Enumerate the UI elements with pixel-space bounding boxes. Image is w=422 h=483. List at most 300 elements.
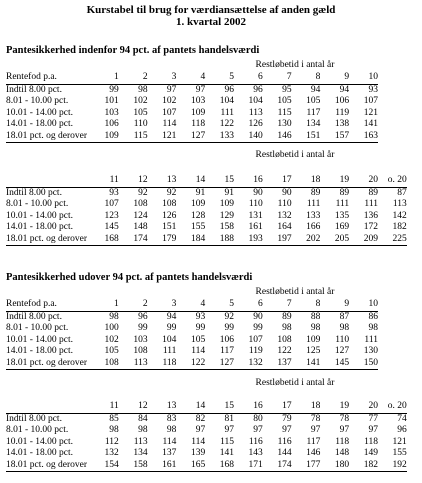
table-cell: 115 bbox=[220, 436, 234, 447]
table-cell: 111 bbox=[335, 199, 350, 209]
table-cell: 155 bbox=[190, 222, 206, 232]
table-cell: 197 bbox=[263, 234, 292, 246]
table-cell: 127 bbox=[176, 131, 205, 143]
table-cell: 111 bbox=[364, 199, 378, 209]
column-header: 13 bbox=[148, 175, 177, 187]
table-cell: 87 bbox=[397, 187, 407, 198]
table-cell: 101 bbox=[104, 96, 119, 106]
table-cell: 129 bbox=[219, 210, 234, 221]
table-cell: 188 bbox=[205, 234, 234, 246]
table-row bbox=[6, 199, 407, 211]
table-cell: 74 bbox=[397, 413, 407, 424]
table-cell: 108 bbox=[277, 334, 292, 345]
column-header: 17 bbox=[263, 175, 292, 187]
header-row bbox=[6, 72, 378, 84]
table-cell: 94 bbox=[339, 84, 350, 95]
column-header: 5 bbox=[205, 299, 234, 311]
table-cell: 122 bbox=[219, 119, 234, 129]
table-cell: 104 bbox=[219, 96, 234, 106]
table-cell: 95 bbox=[282, 84, 292, 95]
table-cell: 126 bbox=[162, 210, 177, 221]
table-cell: 141 bbox=[292, 358, 321, 370]
table-cell: 158 bbox=[119, 460, 148, 472]
section-2-table-1 bbox=[6, 299, 378, 370]
table-row bbox=[6, 131, 378, 143]
table-cell: 111 bbox=[364, 334, 378, 345]
table-cell: 132 bbox=[104, 448, 119, 458]
table-cell: 161 bbox=[148, 460, 177, 472]
table-cell: 110 bbox=[248, 199, 263, 209]
section-2-subheader-b: Restløbetid i antal år bbox=[255, 378, 335, 388]
header-row bbox=[6, 299, 378, 311]
row-label-header: Rentefod p.a. bbox=[6, 72, 90, 84]
table-cell: 143 bbox=[248, 448, 263, 458]
table-cell: 138 bbox=[334, 119, 350, 129]
table-cell: 169 bbox=[334, 222, 350, 232]
table-cell: 134 bbox=[133, 448, 148, 458]
table-cell: 168 bbox=[205, 460, 234, 472]
table-cell: 113 bbox=[133, 436, 148, 447]
table-cell: 193 bbox=[234, 234, 263, 246]
table-cell: 108 bbox=[133, 346, 148, 356]
column-header: 15 bbox=[205, 401, 234, 413]
row-label: 8.01 - 10.00 pct. bbox=[6, 199, 69, 209]
section-2-subheader-a: Restløbetid i antal år bbox=[255, 287, 335, 297]
column-header: 8 bbox=[292, 299, 321, 311]
row-label: 8.01 - 10.00 pct. bbox=[6, 323, 69, 333]
table-cell: 163 bbox=[349, 131, 378, 143]
table-cell: 133 bbox=[205, 131, 234, 143]
table-cell: 171 bbox=[234, 460, 263, 472]
table-cell: 118 bbox=[191, 119, 206, 129]
column-header: 7 bbox=[263, 72, 292, 84]
table-cell: 97 bbox=[310, 425, 321, 435]
table-cell: 78 bbox=[339, 413, 350, 424]
table-cell: 110 bbox=[335, 334, 350, 345]
table-cell: 126 bbox=[248, 119, 263, 129]
table-row bbox=[6, 358, 378, 370]
table-cell: 89 bbox=[310, 187, 321, 198]
table-cell: 168 bbox=[90, 234, 119, 246]
table-cell: 107 bbox=[104, 199, 119, 209]
table-cell: 109 bbox=[219, 199, 234, 209]
table-cell: 102 bbox=[133, 96, 148, 106]
table-cell: 151 bbox=[162, 222, 177, 232]
table-cell: 99 bbox=[109, 84, 119, 95]
table-cell: 118 bbox=[335, 436, 350, 447]
table-cell: 132 bbox=[277, 210, 292, 221]
table-cell: 107 bbox=[162, 107, 177, 118]
column-header: 3 bbox=[148, 72, 177, 84]
column-header: 19 bbox=[320, 401, 349, 413]
table-cell: 154 bbox=[90, 460, 119, 472]
row-label: Indtil 8.00 pct. bbox=[6, 84, 62, 95]
table-row bbox=[6, 346, 378, 358]
column-header: 5 bbox=[205, 72, 234, 84]
table-cell: 131 bbox=[248, 210, 263, 221]
column-header: 20 bbox=[349, 175, 378, 187]
table-cell: 111 bbox=[220, 107, 234, 118]
row-label: Indtil 8.00 pct. bbox=[6, 311, 62, 322]
column-header: 18 bbox=[292, 401, 321, 413]
section-1-subheader-b: Restløbetid i antal år bbox=[255, 150, 335, 160]
table-cell: 174 bbox=[263, 460, 292, 472]
column-header: 19 bbox=[320, 175, 349, 187]
header-row bbox=[6, 175, 407, 187]
table-cell: 118 bbox=[364, 436, 378, 447]
table-cell: 91 bbox=[224, 187, 234, 198]
table-cell: 96 bbox=[397, 425, 407, 435]
table-cell: 114 bbox=[162, 119, 177, 129]
column-header: 7 bbox=[263, 299, 292, 311]
table-cell: 111 bbox=[162, 346, 177, 356]
table-cell: 100 bbox=[104, 323, 119, 333]
row-label: 10.01 - 14.00 pct. bbox=[6, 107, 74, 118]
table-cell: 98 bbox=[138, 425, 148, 435]
table-cell: 116 bbox=[248, 436, 263, 447]
row-label: 18.01 pct. og derover bbox=[6, 358, 90, 370]
table-row bbox=[6, 323, 378, 335]
column-header: 12 bbox=[119, 401, 148, 413]
column-header: 12 bbox=[119, 175, 148, 187]
column-header: 2 bbox=[119, 72, 148, 84]
column-header: 6 bbox=[234, 72, 263, 84]
row-label: 8.01 - 10.00 pct. bbox=[6, 425, 69, 435]
table-cell: 108 bbox=[162, 199, 177, 209]
table-cell: 83 bbox=[166, 413, 177, 424]
table-cell: 144 bbox=[277, 448, 292, 458]
table-cell: 89 bbox=[282, 311, 292, 322]
column-header: 3 bbox=[148, 299, 177, 311]
table-cell: 107 bbox=[363, 96, 378, 106]
table-cell: 113 bbox=[392, 199, 407, 209]
table-row bbox=[6, 413, 407, 425]
table-row bbox=[6, 234, 407, 246]
table-cell: 103 bbox=[104, 107, 119, 118]
column-header: 16 bbox=[234, 401, 263, 413]
table-cell: 130 bbox=[363, 346, 378, 356]
table-row bbox=[6, 211, 407, 223]
column-header: 17 bbox=[263, 401, 292, 413]
table-cell: 134 bbox=[306, 119, 321, 129]
column-header: 6 bbox=[234, 299, 263, 311]
table-cell: 225 bbox=[378, 234, 407, 246]
table-cell: 80 bbox=[253, 413, 263, 424]
section-1-table-2 bbox=[6, 175, 407, 246]
table-cell: 106 bbox=[219, 334, 234, 345]
table-cell: 107 bbox=[248, 334, 263, 345]
table-cell: 119 bbox=[335, 107, 350, 118]
table-cell: 128 bbox=[190, 210, 206, 221]
column-header: 4 bbox=[176, 299, 205, 311]
table-cell: 115 bbox=[119, 131, 148, 143]
section-1-table-1 bbox=[6, 72, 378, 143]
table-cell: 133 bbox=[306, 210, 321, 221]
table-cell: 104 bbox=[162, 334, 177, 345]
column-header: 2 bbox=[119, 299, 148, 311]
table-cell: 117 bbox=[220, 346, 234, 356]
table-cell: 98 bbox=[138, 84, 148, 95]
table-cell: 88 bbox=[310, 311, 321, 322]
table-cell: 166 bbox=[306, 222, 321, 232]
table-cell: 142 bbox=[392, 210, 407, 221]
table-cell: 90 bbox=[253, 187, 263, 198]
column-header: 9 bbox=[320, 72, 349, 84]
table-cell: 97 bbox=[195, 425, 206, 435]
row-label-header bbox=[6, 401, 90, 413]
row-label-header bbox=[6, 175, 90, 187]
column-header: 13 bbox=[148, 401, 177, 413]
table-cell: 110 bbox=[133, 119, 148, 129]
column-header: 14 bbox=[176, 401, 205, 413]
table-cell: 98 bbox=[109, 311, 119, 322]
table-cell: 85 bbox=[109, 413, 119, 424]
table-cell: 205 bbox=[320, 234, 349, 246]
table-row bbox=[6, 187, 407, 199]
column-header: 11 bbox=[90, 175, 119, 187]
table-cell: 99 bbox=[195, 323, 206, 333]
table-cell: 161 bbox=[248, 222, 263, 232]
column-header: 10 bbox=[349, 299, 378, 311]
table-cell: 92 bbox=[138, 187, 148, 198]
title-line-1: Kurstabel til brug for værdiansættelse af anden gæld bbox=[86, 4, 336, 16]
table-row bbox=[6, 311, 378, 323]
table-cell: 182 bbox=[392, 222, 407, 232]
table-cell: 108 bbox=[90, 358, 119, 370]
table-cell: 90 bbox=[253, 311, 263, 322]
table-cell: 97 bbox=[253, 425, 263, 435]
column-header: 4 bbox=[176, 72, 205, 84]
section-2-title: Pantesikkerhed udover 94 pct. af pantets handelsværdi bbox=[6, 272, 253, 283]
table-cell: 89 bbox=[368, 187, 378, 198]
table-cell: 180 bbox=[320, 460, 349, 472]
table-cell: 93 bbox=[109, 187, 119, 198]
table-cell: 111 bbox=[306, 199, 321, 209]
table-cell: 130 bbox=[277, 119, 292, 129]
header-row bbox=[6, 401, 407, 413]
table-cell: 99 bbox=[138, 323, 148, 333]
table-cell: 77 bbox=[368, 413, 378, 424]
table-row bbox=[6, 437, 407, 449]
column-header: 16 bbox=[234, 175, 263, 187]
table-cell: 122 bbox=[277, 346, 292, 356]
table-cell: 139 bbox=[190, 448, 206, 458]
table-cell: 145 bbox=[320, 358, 349, 370]
table-cell: 109 bbox=[306, 334, 321, 345]
table-cell: 124 bbox=[133, 210, 148, 221]
table-cell: 110 bbox=[277, 199, 292, 209]
table-cell: 98 bbox=[368, 323, 378, 333]
table-cell: 121 bbox=[363, 107, 378, 118]
table-cell: 96 bbox=[224, 84, 234, 95]
title-line-2: 1. kvartal 2002 bbox=[176, 16, 246, 28]
row-label: 10.01 - 14.00 pct. bbox=[6, 210, 74, 221]
table-cell: 109 bbox=[90, 131, 119, 143]
row-label: 10.01 - 14.00 pct. bbox=[6, 334, 74, 345]
table-cell: 112 bbox=[104, 436, 119, 447]
table-cell: 105 bbox=[306, 96, 321, 106]
table-cell: 122 bbox=[176, 358, 205, 370]
table-cell: 105 bbox=[133, 107, 148, 118]
table-cell: 97 bbox=[282, 425, 292, 435]
table-cell: 117 bbox=[306, 436, 321, 447]
row-label-header: Rentefod p.a. bbox=[6, 299, 90, 311]
column-header: o. 20 bbox=[378, 401, 407, 413]
table-cell: 98 bbox=[310, 323, 321, 333]
table-cell: 98 bbox=[339, 323, 350, 333]
table-row bbox=[6, 108, 378, 120]
table-cell: 104 bbox=[248, 96, 263, 106]
table-cell: 127 bbox=[334, 346, 350, 356]
table-cell: 179 bbox=[148, 234, 177, 246]
table-cell: 98 bbox=[109, 425, 119, 435]
table-cell: 119 bbox=[248, 346, 263, 356]
table-cell: 105 bbox=[104, 346, 119, 356]
table-cell: 105 bbox=[277, 96, 292, 106]
table-cell: 164 bbox=[277, 222, 292, 232]
table-cell: 96 bbox=[138, 311, 148, 322]
column-header: 14 bbox=[176, 175, 205, 187]
row-label: 14.01 - 18.00 pct. bbox=[6, 448, 74, 458]
table-cell: 146 bbox=[263, 131, 292, 143]
table-cell: 86 bbox=[368, 311, 378, 322]
section-1-subheader-a: Restløbetid i antal år bbox=[255, 60, 335, 70]
row-label: 14.01 - 18.00 pct. bbox=[6, 119, 74, 129]
table-cell: 105 bbox=[190, 334, 206, 345]
table-cell: 151 bbox=[292, 131, 321, 143]
table-cell: 94 bbox=[166, 311, 177, 322]
row-label: 18.01 pct. og derover bbox=[6, 460, 90, 472]
table-cell: 209 bbox=[349, 234, 378, 246]
table-cell: 82 bbox=[195, 413, 206, 424]
row-label: 14.01 - 18.00 pct. bbox=[6, 222, 74, 232]
table-cell: 78 bbox=[310, 413, 321, 424]
table-cell: 116 bbox=[277, 436, 292, 447]
row-label: 18.01 pct. og derover bbox=[6, 131, 90, 143]
row-label: 10.01 - 14.00 pct. bbox=[6, 436, 74, 447]
table-cell: 192 bbox=[378, 460, 407, 472]
table-cell: 98 bbox=[282, 323, 292, 333]
table-cell: 106 bbox=[104, 119, 119, 129]
table-row bbox=[6, 335, 378, 347]
table-cell: 89 bbox=[339, 187, 350, 198]
table-cell: 115 bbox=[277, 107, 292, 118]
table-cell: 109 bbox=[190, 107, 206, 118]
table-cell: 102 bbox=[162, 96, 177, 106]
table-cell: 125 bbox=[306, 346, 321, 356]
table-cell: 91 bbox=[195, 187, 206, 198]
column-header: 20 bbox=[349, 401, 378, 413]
table-cell: 172 bbox=[363, 222, 378, 232]
table-cell: 148 bbox=[334, 448, 350, 458]
table-cell: 113 bbox=[119, 358, 148, 370]
table-cell: 106 bbox=[334, 96, 350, 106]
table-row bbox=[6, 84, 378, 96]
table-cell: 102 bbox=[104, 334, 119, 345]
table-cell: 137 bbox=[263, 358, 292, 370]
table-cell: 114 bbox=[162, 436, 177, 447]
table-cell: 97 bbox=[195, 84, 206, 95]
table-cell: 84 bbox=[138, 413, 148, 424]
table-cell: 109 bbox=[190, 199, 206, 209]
table-cell: 149 bbox=[363, 448, 378, 458]
table-cell: 97 bbox=[224, 425, 234, 435]
table-cell: 97 bbox=[166, 84, 177, 95]
table-cell: 92 bbox=[224, 311, 234, 322]
table-cell: 92 bbox=[166, 187, 177, 198]
column-header: 1 bbox=[90, 299, 119, 311]
table-row bbox=[6, 425, 407, 437]
table-cell: 93 bbox=[368, 84, 378, 95]
column-header: 8 bbox=[292, 72, 321, 84]
table-cell: 99 bbox=[253, 323, 263, 333]
table-row bbox=[6, 222, 407, 234]
column-header: 15 bbox=[205, 175, 234, 187]
table-cell: 148 bbox=[133, 222, 148, 232]
table-cell: 79 bbox=[282, 413, 292, 424]
table-cell: 137 bbox=[162, 448, 177, 458]
table-cell: 165 bbox=[176, 460, 205, 472]
table-cell: 177 bbox=[292, 460, 321, 472]
table-cell: 184 bbox=[176, 234, 205, 246]
table-cell: 140 bbox=[234, 131, 263, 143]
table-cell: 114 bbox=[191, 436, 206, 447]
table-cell: 135 bbox=[334, 210, 350, 221]
section-2-table-2 bbox=[6, 401, 407, 472]
table-cell: 90 bbox=[282, 187, 292, 198]
table-cell: 121 bbox=[148, 131, 177, 143]
column-header: o. 20 bbox=[378, 175, 407, 187]
table-cell: 145 bbox=[104, 222, 119, 232]
column-header: 11 bbox=[90, 401, 119, 413]
section-1-title: Pantesikkerhed indenfor 94 pct. af pantets handelsværdi bbox=[6, 45, 260, 56]
table-row bbox=[6, 119, 378, 131]
table-cell: 132 bbox=[234, 358, 263, 370]
page-title bbox=[0, 4, 422, 28]
table-row bbox=[6, 96, 378, 108]
table-row bbox=[6, 448, 407, 460]
table-cell: 123 bbox=[104, 210, 119, 221]
table-row bbox=[6, 460, 407, 472]
table-cell: 141 bbox=[363, 119, 378, 129]
table-cell: 94 bbox=[310, 84, 321, 95]
row-label: Indtil 8.00 pct. bbox=[6, 413, 62, 424]
table-cell: 114 bbox=[191, 346, 206, 356]
row-label: Indtil 8.00 pct. bbox=[6, 187, 62, 198]
column-header: 1 bbox=[90, 72, 119, 84]
table-cell: 98 bbox=[166, 425, 177, 435]
table-cell: 113 bbox=[248, 107, 263, 118]
table-cell: 97 bbox=[368, 425, 378, 435]
table-cell: 174 bbox=[119, 234, 148, 246]
table-cell: 108 bbox=[133, 199, 148, 209]
column-header: 10 bbox=[349, 72, 378, 84]
table-cell: 118 bbox=[148, 358, 177, 370]
table-cell: 103 bbox=[190, 96, 206, 106]
table-cell: 99 bbox=[224, 323, 234, 333]
table-cell: 141 bbox=[219, 448, 234, 458]
table-cell: 146 bbox=[306, 448, 321, 458]
table-cell: 157 bbox=[320, 131, 349, 143]
table-cell: 103 bbox=[133, 334, 148, 345]
table-cell: 202 bbox=[292, 234, 321, 246]
table-cell: 121 bbox=[392, 436, 407, 447]
table-cell: 150 bbox=[349, 358, 378, 370]
table-cell: 182 bbox=[349, 460, 378, 472]
table-cell: 87 bbox=[339, 311, 350, 322]
column-header: 18 bbox=[292, 175, 321, 187]
table-cell: 96 bbox=[253, 84, 263, 95]
